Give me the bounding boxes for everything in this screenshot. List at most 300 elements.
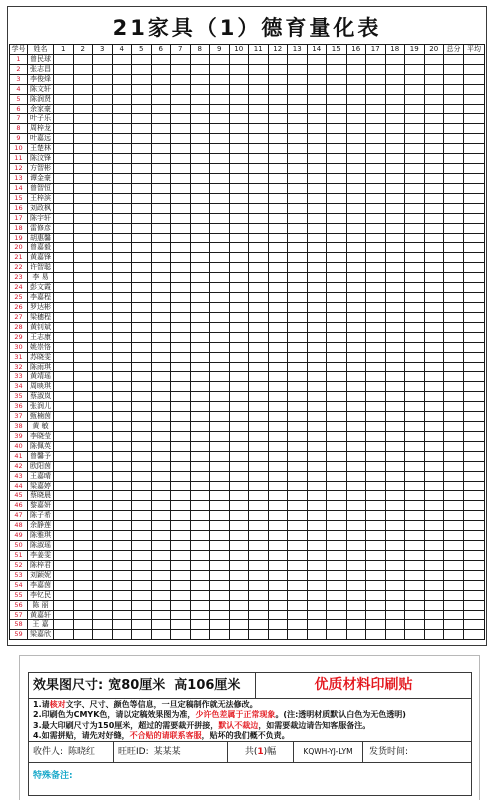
score-cell — [152, 214, 172, 224]
score-cell — [210, 243, 230, 253]
score-cell — [191, 214, 211, 224]
score-cell — [230, 204, 250, 214]
score-cell — [152, 630, 172, 640]
average-score-cell — [464, 372, 485, 382]
score-cell — [113, 462, 133, 472]
score-cell — [366, 372, 386, 382]
score-cell — [171, 95, 191, 105]
score-cell — [230, 303, 250, 313]
score-cell — [405, 561, 425, 571]
score-cell — [93, 313, 113, 323]
score-cell — [288, 323, 308, 333]
score-cell — [74, 263, 94, 273]
score-cell — [288, 551, 308, 561]
score-cell — [210, 303, 230, 313]
score-cell — [230, 293, 250, 303]
score-cell — [386, 303, 406, 313]
score-cell — [386, 491, 406, 501]
total-score-cell — [444, 462, 464, 472]
student-name: 黄嘉锋 — [28, 253, 54, 263]
score-cell — [210, 343, 230, 353]
score-cell — [210, 581, 230, 591]
score-cell — [386, 442, 406, 452]
table-row — [10, 412, 485, 422]
score-cell — [132, 501, 152, 511]
total-score-cell — [444, 85, 464, 95]
score-cell — [366, 501, 386, 511]
score-cell — [327, 482, 347, 492]
score-cell — [327, 243, 347, 253]
score-cell — [347, 611, 367, 621]
score-cell — [405, 313, 425, 323]
score-cell — [230, 412, 250, 422]
score-cell — [249, 85, 269, 95]
score-cell — [327, 154, 347, 164]
score-cell — [308, 422, 328, 432]
score-cell — [210, 85, 230, 95]
table-row — [10, 253, 485, 263]
student-name: 陈汶锋 — [28, 154, 54, 164]
score-cell — [288, 363, 308, 373]
score-cell — [230, 452, 250, 462]
score-cell — [191, 561, 211, 571]
score-cell — [249, 501, 269, 511]
note-highlight: 少许色差属于正常现象 — [195, 710, 276, 720]
score-cell — [405, 392, 425, 402]
score-cell — [171, 243, 191, 253]
score-cell — [288, 382, 308, 392]
score-cell — [191, 442, 211, 452]
score-cell — [327, 65, 347, 75]
score-cell — [425, 65, 445, 75]
score-cell — [288, 184, 308, 194]
score-cell — [269, 491, 289, 501]
score-cell — [152, 372, 172, 382]
score-cell — [425, 95, 445, 105]
score-cell — [405, 95, 425, 105]
student-number: 12 — [10, 164, 28, 174]
score-cell — [269, 65, 289, 75]
score-cell — [269, 571, 289, 581]
score-cell — [347, 273, 367, 283]
score-cell — [269, 273, 289, 283]
score-cell — [269, 382, 289, 392]
score-cell — [210, 620, 230, 630]
score-cell — [54, 491, 74, 501]
average-score-cell — [464, 95, 485, 105]
score-cell — [54, 114, 74, 124]
student-number: 6 — [10, 105, 28, 115]
average-score-cell — [464, 154, 485, 164]
score-cell — [93, 194, 113, 204]
score-cell — [54, 164, 74, 174]
score-cell — [230, 432, 250, 442]
score-cell — [54, 402, 74, 412]
score-cell — [171, 85, 191, 95]
score-cell — [269, 184, 289, 194]
score-cell — [54, 452, 74, 462]
score-cell — [425, 164, 445, 174]
score-cell — [347, 561, 367, 571]
score-cell — [327, 382, 347, 392]
total-score-cell — [444, 442, 464, 452]
score-cell — [74, 313, 94, 323]
table-row — [10, 571, 485, 581]
score-cell — [93, 581, 113, 591]
score-cell — [93, 611, 113, 621]
score-cell — [132, 511, 152, 521]
total-score-cell — [444, 263, 464, 273]
score-cell — [113, 611, 133, 621]
score-cell — [308, 442, 328, 452]
score-cell — [366, 313, 386, 323]
score-cell — [152, 204, 172, 214]
score-cell — [347, 591, 367, 601]
count-prefix: 共( — [244, 747, 258, 757]
table-row — [10, 134, 485, 144]
score-cell — [366, 551, 386, 561]
score-cell — [249, 214, 269, 224]
score-cell — [74, 491, 94, 501]
student-number: 24 — [10, 283, 28, 293]
score-cell — [327, 561, 347, 571]
header-round-14: 14 — [308, 45, 328, 55]
score-cell — [152, 511, 172, 521]
score-cell — [288, 263, 308, 273]
score-cell — [366, 273, 386, 283]
table-row — [10, 551, 485, 561]
score-cell — [308, 313, 328, 323]
score-cell — [230, 462, 250, 472]
score-cell — [386, 124, 406, 134]
score-cell — [210, 462, 230, 472]
score-cell — [347, 521, 367, 531]
score-cell — [230, 541, 250, 551]
score-cell — [210, 551, 230, 561]
header-round-11: 11 — [249, 45, 269, 55]
note-text: 。(注:透明材质默认白色为无色透明) — [275, 710, 406, 720]
score-cell — [132, 561, 152, 571]
student-number: 58 — [10, 620, 28, 630]
total-score-cell — [444, 164, 464, 174]
score-cell — [113, 263, 133, 273]
score-cell — [191, 65, 211, 75]
score-cell — [425, 75, 445, 85]
score-cell — [347, 164, 367, 174]
table-row — [10, 541, 485, 551]
score-cell — [366, 432, 386, 442]
score-cell — [327, 392, 347, 402]
score-cell — [74, 630, 94, 640]
score-cell — [54, 511, 74, 521]
score-cell — [74, 214, 94, 224]
score-cell — [288, 85, 308, 95]
score-cell — [210, 452, 230, 462]
score-cell — [171, 412, 191, 422]
score-cell — [288, 55, 308, 65]
score-cell — [366, 521, 386, 531]
score-cell — [288, 273, 308, 283]
score-cell — [405, 591, 425, 601]
score-cell — [347, 462, 367, 472]
average-score-cell — [464, 214, 485, 224]
student-number: 18 — [10, 224, 28, 234]
score-cell — [347, 204, 367, 214]
score-cell — [366, 363, 386, 373]
score-cell — [54, 601, 74, 611]
score-cell — [74, 422, 94, 432]
score-cell — [269, 164, 289, 174]
table-row — [10, 561, 485, 571]
score-cell — [191, 164, 211, 174]
student-number: 50 — [10, 541, 28, 551]
note-text: 3.最大印刷尺寸为150厘米，超过的需要裁开拼接， — [33, 720, 219, 730]
student-number: 11 — [10, 154, 28, 164]
score-cell — [210, 194, 230, 204]
score-cell — [210, 412, 230, 422]
score-cell — [288, 164, 308, 174]
score-cell — [386, 85, 406, 95]
score-cell — [191, 105, 211, 115]
score-cell — [93, 363, 113, 373]
header-round-12: 12 — [269, 45, 289, 55]
score-cell — [366, 204, 386, 214]
student-name: 叶子乐 — [28, 114, 54, 124]
score-cell — [347, 382, 367, 392]
score-cell — [386, 273, 406, 283]
score-cell — [308, 372, 328, 382]
score-cell — [347, 601, 367, 611]
total-score-cell — [444, 134, 464, 144]
score-cell — [230, 521, 250, 531]
table-row — [10, 422, 485, 432]
score-cell — [93, 472, 113, 482]
score-cell — [93, 144, 113, 154]
average-score-cell — [464, 263, 485, 273]
score-cell — [113, 402, 133, 412]
student-name: 曾智恒 — [28, 184, 54, 194]
score-cell — [366, 303, 386, 313]
score-cell — [191, 412, 211, 422]
score-cell — [347, 333, 367, 343]
score-cell — [249, 253, 269, 263]
score-cell — [347, 432, 367, 442]
order-meta-row — [29, 742, 471, 763]
score-cell — [347, 283, 367, 293]
score-cell — [269, 372, 289, 382]
table-row — [10, 372, 485, 382]
score-cell — [327, 462, 347, 472]
score-cell — [113, 134, 133, 144]
average-score-cell — [464, 432, 485, 442]
table-row — [10, 273, 485, 283]
score-cell — [425, 462, 445, 472]
score-cell — [327, 422, 347, 432]
score-cell — [113, 105, 133, 115]
score-cell — [210, 422, 230, 432]
score-cell — [288, 462, 308, 472]
score-cell — [405, 105, 425, 115]
score-cell — [230, 501, 250, 511]
score-cell — [54, 432, 74, 442]
score-cell — [132, 432, 152, 442]
student-name: 许智聪 — [28, 263, 54, 273]
student-number: 37 — [10, 412, 28, 422]
score-cell — [74, 323, 94, 333]
student-name: 黎嘉妍 — [28, 501, 54, 511]
score-cell — [288, 521, 308, 531]
score-cell — [113, 363, 133, 373]
score-cell — [230, 184, 250, 194]
student-name: 曾民球 — [28, 55, 54, 65]
score-cell — [210, 134, 230, 144]
score-cell — [405, 303, 425, 313]
total-score-cell — [444, 75, 464, 85]
total-score-cell — [444, 412, 464, 422]
note-text: ，贴坏的我们概不负责。 — [201, 730, 290, 740]
score-cell — [230, 124, 250, 134]
score-cell — [171, 561, 191, 571]
score-cell — [132, 164, 152, 174]
score-cell — [327, 472, 347, 482]
score-cell — [230, 491, 250, 501]
total-score-cell — [444, 283, 464, 293]
score-cell — [113, 561, 133, 571]
score-cell — [152, 333, 172, 343]
score-cell — [230, 134, 250, 144]
score-cell — [269, 313, 289, 323]
score-cell — [191, 531, 211, 541]
score-cell — [288, 591, 308, 601]
header-round-20: 20 — [425, 45, 445, 55]
score-cell — [347, 174, 367, 184]
table-row — [10, 630, 485, 640]
score-cell — [366, 55, 386, 65]
score-cell — [54, 313, 74, 323]
score-cell — [113, 144, 133, 154]
score-cell — [132, 630, 152, 640]
score-cell — [191, 55, 211, 65]
score-cell — [152, 521, 172, 531]
score-cell — [113, 65, 133, 75]
recipient-value: 陈晓红 — [68, 747, 96, 757]
score-cell — [93, 214, 113, 224]
student-number: 56 — [10, 601, 28, 611]
score-cell — [74, 462, 94, 472]
score-cell — [249, 65, 269, 75]
student-name: 黄钊斌 — [28, 323, 54, 333]
score-cell — [171, 144, 191, 154]
score-cell — [132, 75, 152, 85]
score-cell — [327, 372, 347, 382]
score-cell — [171, 511, 191, 521]
score-cell — [425, 303, 445, 313]
score-cell — [210, 501, 230, 511]
score-cell — [347, 511, 367, 521]
table-row — [10, 323, 485, 333]
score-cell — [93, 154, 113, 164]
score-cell — [347, 154, 367, 164]
header-average: 平均 — [464, 45, 485, 55]
average-score-cell — [464, 114, 485, 124]
score-cell — [152, 263, 172, 273]
score-cell — [230, 144, 250, 154]
score-cell — [249, 491, 269, 501]
score-cell — [152, 601, 172, 611]
average-score-cell — [464, 452, 485, 462]
score-cell — [347, 313, 367, 323]
score-cell — [249, 541, 269, 551]
score-cell — [171, 591, 191, 601]
score-cell — [405, 581, 425, 591]
score-cell — [93, 452, 113, 462]
score-cell — [113, 472, 133, 482]
score-cell — [327, 601, 347, 611]
score-cell — [308, 124, 328, 134]
score-cell — [249, 204, 269, 214]
score-cell — [347, 531, 367, 541]
score-cell — [132, 541, 152, 551]
score-cell — [425, 452, 445, 462]
student-name: 王梓滨 — [28, 194, 54, 204]
header-round-9: 9 — [210, 45, 230, 55]
score-cell — [308, 382, 328, 392]
score-cell — [425, 184, 445, 194]
score-cell — [269, 482, 289, 492]
average-score-cell — [464, 174, 485, 184]
table-row — [10, 531, 485, 541]
score-cell — [191, 511, 211, 521]
score-cell — [249, 611, 269, 621]
score-cell — [288, 144, 308, 154]
student-number: 35 — [10, 392, 28, 402]
score-cell — [386, 482, 406, 492]
score-cell — [74, 601, 94, 611]
score-cell — [54, 392, 74, 402]
score-cell — [93, 392, 113, 402]
student-number: 51 — [10, 551, 28, 561]
score-cell — [54, 482, 74, 492]
score-cell — [327, 204, 347, 214]
score-cell — [347, 65, 367, 75]
score-cell — [249, 333, 269, 343]
table-row — [10, 154, 485, 164]
score-cell — [366, 114, 386, 124]
student-number: 39 — [10, 432, 28, 442]
score-cell — [386, 521, 406, 531]
score-cell — [54, 591, 74, 601]
score-cell — [308, 591, 328, 601]
score-cell — [132, 263, 152, 273]
score-cell — [288, 283, 308, 293]
score-cell — [308, 452, 328, 462]
score-cell — [113, 214, 133, 224]
score-cell — [191, 382, 211, 392]
table-row — [10, 224, 485, 234]
score-cell — [152, 432, 172, 442]
score-cell — [113, 164, 133, 174]
score-cell — [210, 571, 230, 581]
score-cell — [93, 124, 113, 134]
table-row — [10, 75, 485, 85]
score-cell — [132, 283, 152, 293]
score-cell — [327, 491, 347, 501]
average-score-cell — [464, 65, 485, 75]
score-cell — [210, 392, 230, 402]
score-cell — [405, 55, 425, 65]
remarks-label: 特殊备注: — [33, 771, 73, 781]
score-cell — [132, 95, 152, 105]
